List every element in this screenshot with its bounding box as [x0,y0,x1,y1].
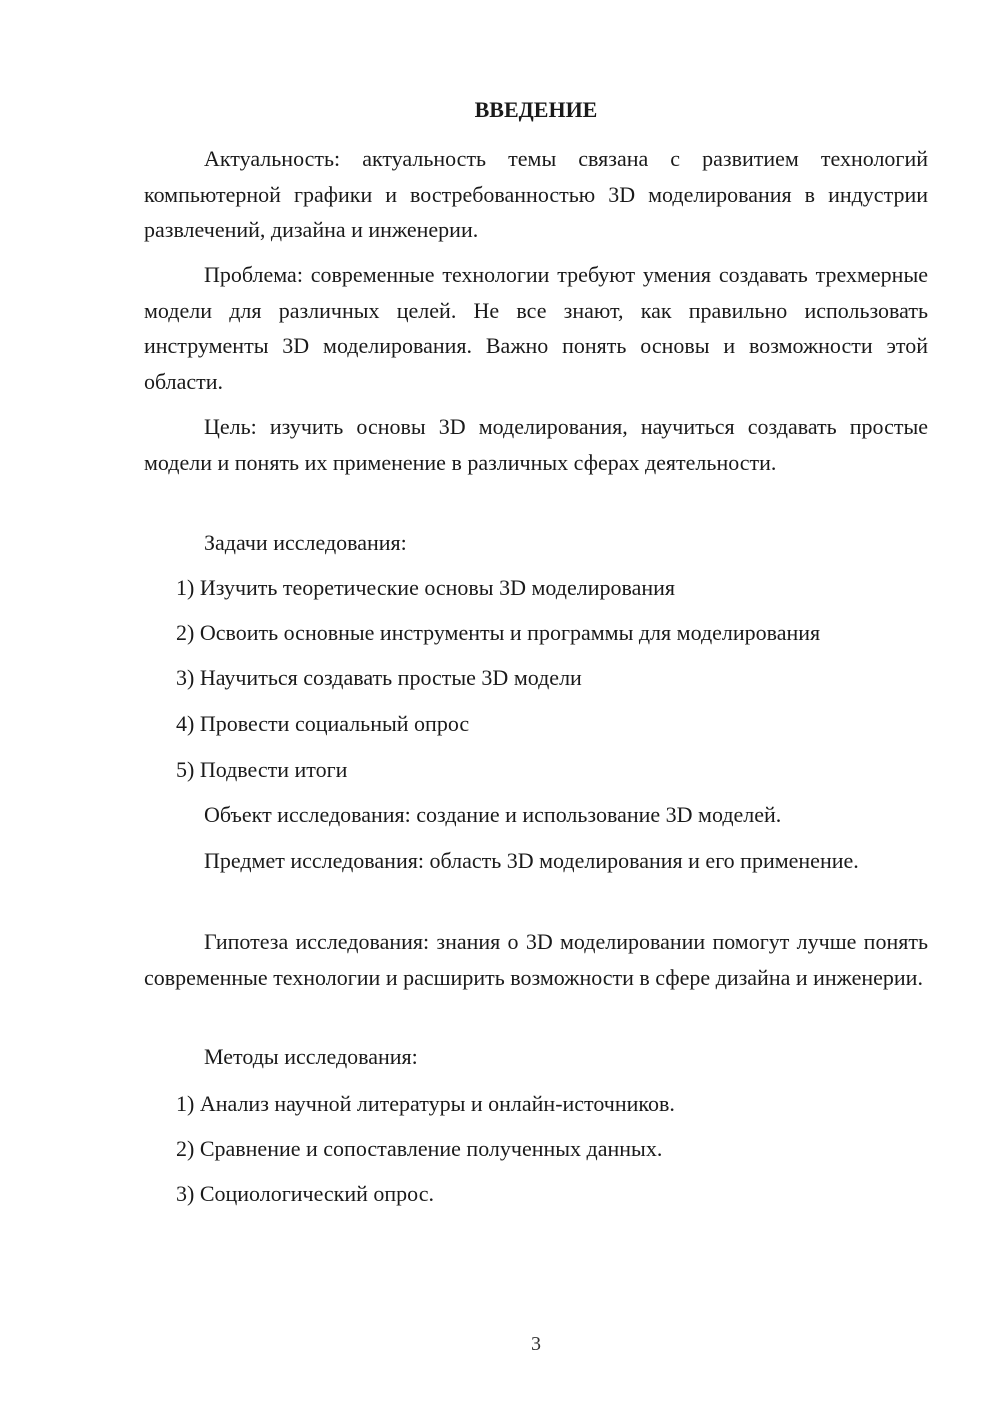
page-number: 3 [531,1333,541,1355]
goal-paragraph: Цель: изучить основы 3D моделирования, научиться создавать простые модели и понять их применение в различных сферах деятельности. [144,414,928,475]
method-item: 2) Сравнение и сопоставление полученных данных. [176,1136,663,1161]
problem-paragraph: Проблема: современные технологии требуют умения создавать трехмерные модели для различных целей. Не все знают, как правильно использовать инструменты 3D моделирования. Важно понять основы и возможности этой области. [144,262,928,394]
subject-paragraph: Предмет исследования: область 3D моделирования и его применение. [204,848,859,873]
object-line: Объект исследования: создание и использование 3D моделей. [204,802,782,827]
relevance-paragraph: Актуальность: актуальность темы связана с развитием технологий компьютерной графики и востребованностью 3D моделирования в индустрии развлечений, дизайна и инженерии. [144,146,928,242]
tasks-title: Задачи исследования: [204,530,407,555]
methods-title: Методы исследования: [204,1044,418,1069]
task-item: 3) Научиться создавать простые 3D модели [176,665,582,690]
task-item: 4) Провести социальный опрос [176,711,470,736]
hypothesis-paragraph: Гипотеза исследования: знания о 3D моделировании помогут лучше понять современные технологии и расширить возможности в сфере дизайна и инженерии. [144,929,928,990]
task-item: 5) Подвести итоги [176,757,348,782]
method-item: 1) Анализ научной литературы и онлайн-источников. [176,1091,675,1116]
method-item: 3) Социологический опрос. [176,1181,434,1206]
task-item: 2) Освоить основные инструменты и программы для моделирования [176,620,821,645]
page-title: ВВЕДЕНИЕ [474,97,598,122]
task-item: 1) Изучить теоретические основы 3D моделирования [176,575,675,600]
